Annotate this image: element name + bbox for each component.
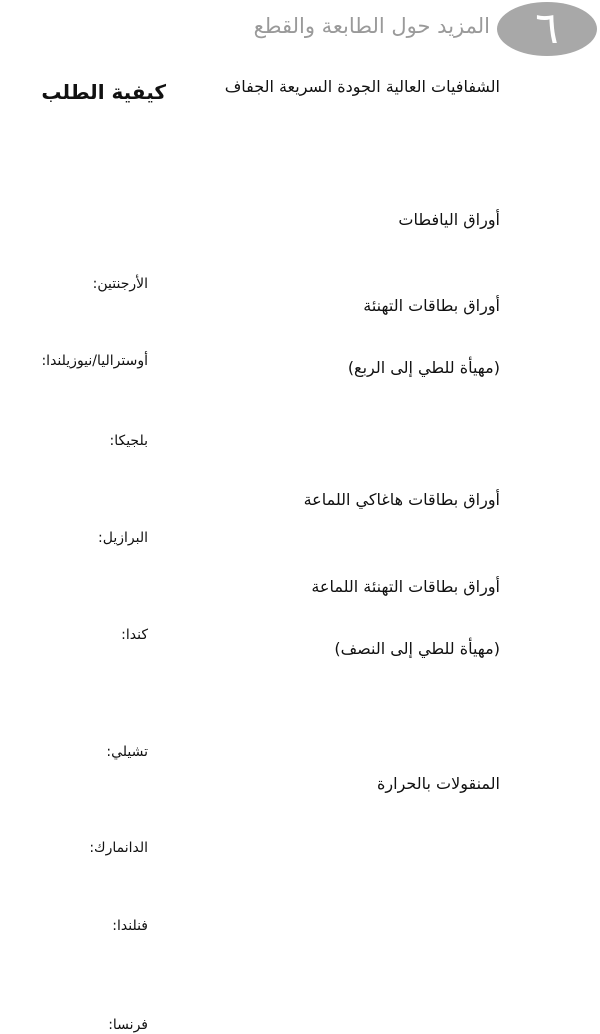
country-australia-newzealand: أوستراليا/نيوزيلندا: [41, 353, 148, 369]
product-transparencies: الشفافيات العالية الجودة السريعة الجفاف [224, 77, 500, 96]
country-canada: كندا: [121, 627, 148, 643]
country-france: فرنسا: [108, 1017, 148, 1033]
product-glossy-greeting-cards-note: (مهيأة للطي إلى النصف) [334, 639, 500, 658]
chapter-title: المزيد حول الطابعة والقطع [253, 14, 490, 38]
ordering-heading: كيفية الطلب [41, 80, 166, 104]
country-finland: فنلندا: [112, 918, 148, 934]
page-header [0, 0, 600, 60]
product-hagaki-glossy: أوراق بطاقات هاغاكي اللماعة [303, 490, 500, 509]
product-banner-paper: أوراق اليافطات [398, 210, 500, 229]
country-argentina: الأرجنتين: [92, 276, 148, 292]
country-belgium: بلجيكا: [109, 433, 148, 449]
product-greeting-cards: أوراق بطاقات التهنئة [363, 296, 500, 315]
country-chile: تشيلي: [106, 744, 148, 760]
product-glossy-greeting-cards: أوراق بطاقات التهنئة اللماعة [311, 577, 500, 596]
chapter-number-badge: ٦ [497, 2, 597, 56]
country-brazil: البرازيل: [98, 530, 148, 546]
product-iron-on-transfers: المنقولات بالحرارة [377, 774, 500, 793]
country-denmark: الدانمارك: [89, 840, 148, 856]
product-greeting-cards-note: (مهيأة للطي إلى الربع) [347, 358, 500, 377]
